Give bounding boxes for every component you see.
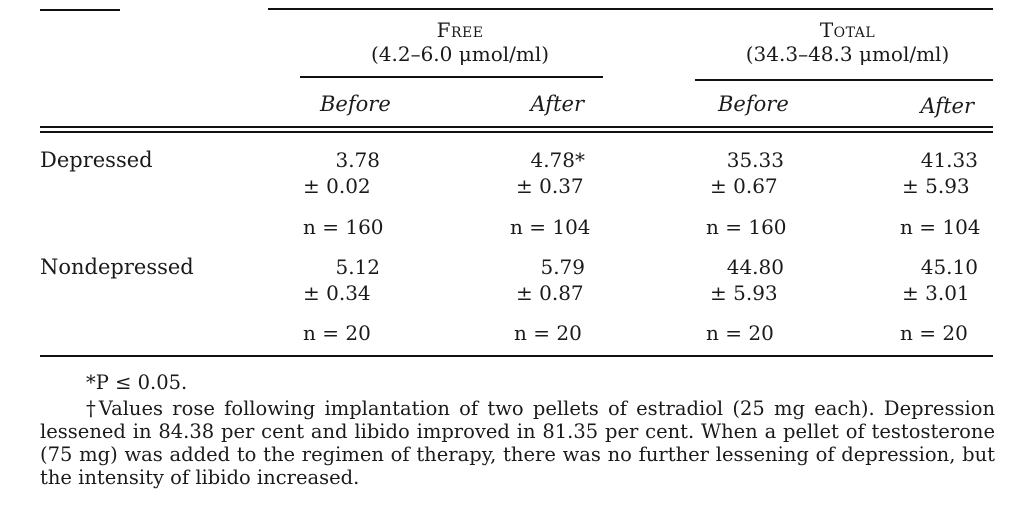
group-range-total: (34.3–48.3 μmol/ml) <box>745 42 950 66</box>
group-title-total: Total <box>819 18 876 42</box>
cell-nondepressed-total-before-sd: ± 5.93 <box>710 281 778 305</box>
row-label-depressed: Depressed <box>40 148 153 172</box>
cell-nondepressed-free-before-sd: ± 0.34 <box>303 281 371 305</box>
group-header-free <box>335 18 585 66</box>
cell-nondepressed-total-after-mean: 45.10 <box>920 255 978 279</box>
row-label-nondepressed: Nondepressed <box>40 255 194 279</box>
cell-nondepressed-total-after-sd: ± 3.01 <box>902 281 970 305</box>
cell-depressed-free-after-mean: 4.78* <box>530 148 585 172</box>
cell-nondepressed-total-before-mean: 44.80 <box>726 255 784 279</box>
cell-depressed-total-before-n: n = 160 <box>706 215 787 239</box>
cell-nondepressed-free-after-n: n = 20 <box>514 321 582 345</box>
footnote-significance: *P ≤ 0.05. <box>86 371 188 394</box>
header-double-rule-top <box>40 126 993 128</box>
cell-nondepressed-free-after-sd: ± 0.87 <box>516 281 584 305</box>
subheader-total-before: Before <box>718 92 789 116</box>
footnote-dagger <box>40 397 995 489</box>
table-bottom-rule <box>40 355 993 357</box>
cell-nondepressed-free-before-n: n = 20 <box>303 321 371 345</box>
cell-depressed-total-after-mean: 41.33 <box>920 148 978 172</box>
cell-depressed-free-after-n: n = 104 <box>510 215 591 239</box>
cell-depressed-free-before-n: n = 160 <box>303 215 384 239</box>
cell-depressed-total-before-sd: ± 0.67 <box>710 174 778 198</box>
cell-nondepressed-free-after-mean: 5.79 <box>540 255 585 279</box>
cell-nondepressed-total-before-n: n = 20 <box>706 321 774 345</box>
cell-nondepressed-free-before-mean: 5.12 <box>335 255 380 279</box>
group-header-total <box>720 18 975 66</box>
subheader-total-after: After <box>920 94 974 118</box>
group-title-free: Free <box>436 18 484 42</box>
footnote-dagger-text: †Values rose following implantation of two pellets of estradiol (25 mg each). Depression lessened in 84.38 per cent and libido improved in 81.35 per cent. When a pellet of testosterone (75 mg) was added to the regimen of therapy, there was no further lessening of depression, but the intensity of libido increased. <box>40 397 995 489</box>
top-rule-left <box>40 9 120 11</box>
cell-depressed-total-after-sd: ± 5.93 <box>902 174 970 198</box>
cell-depressed-free-after-sd: ± 0.37 <box>516 174 584 198</box>
cell-depressed-total-after-n: n = 104 <box>900 215 981 239</box>
header-double-rule-bottom <box>40 131 993 133</box>
cell-depressed-free-before-mean: 3.78 <box>335 148 380 172</box>
group-rule-free <box>300 76 603 78</box>
group-rule-total <box>695 79 993 81</box>
subheader-free-after: After <box>530 92 584 116</box>
top-rule-right <box>268 8 993 10</box>
subheader-free-before: Before <box>320 92 391 116</box>
cell-depressed-total-before-mean: 35.33 <box>726 148 784 172</box>
cell-depressed-free-before-sd: ± 0.02 <box>303 174 371 198</box>
cell-nondepressed-total-after-n: n = 20 <box>900 321 968 345</box>
group-range-free: (4.2–6.0 μmol/ml) <box>370 42 550 66</box>
